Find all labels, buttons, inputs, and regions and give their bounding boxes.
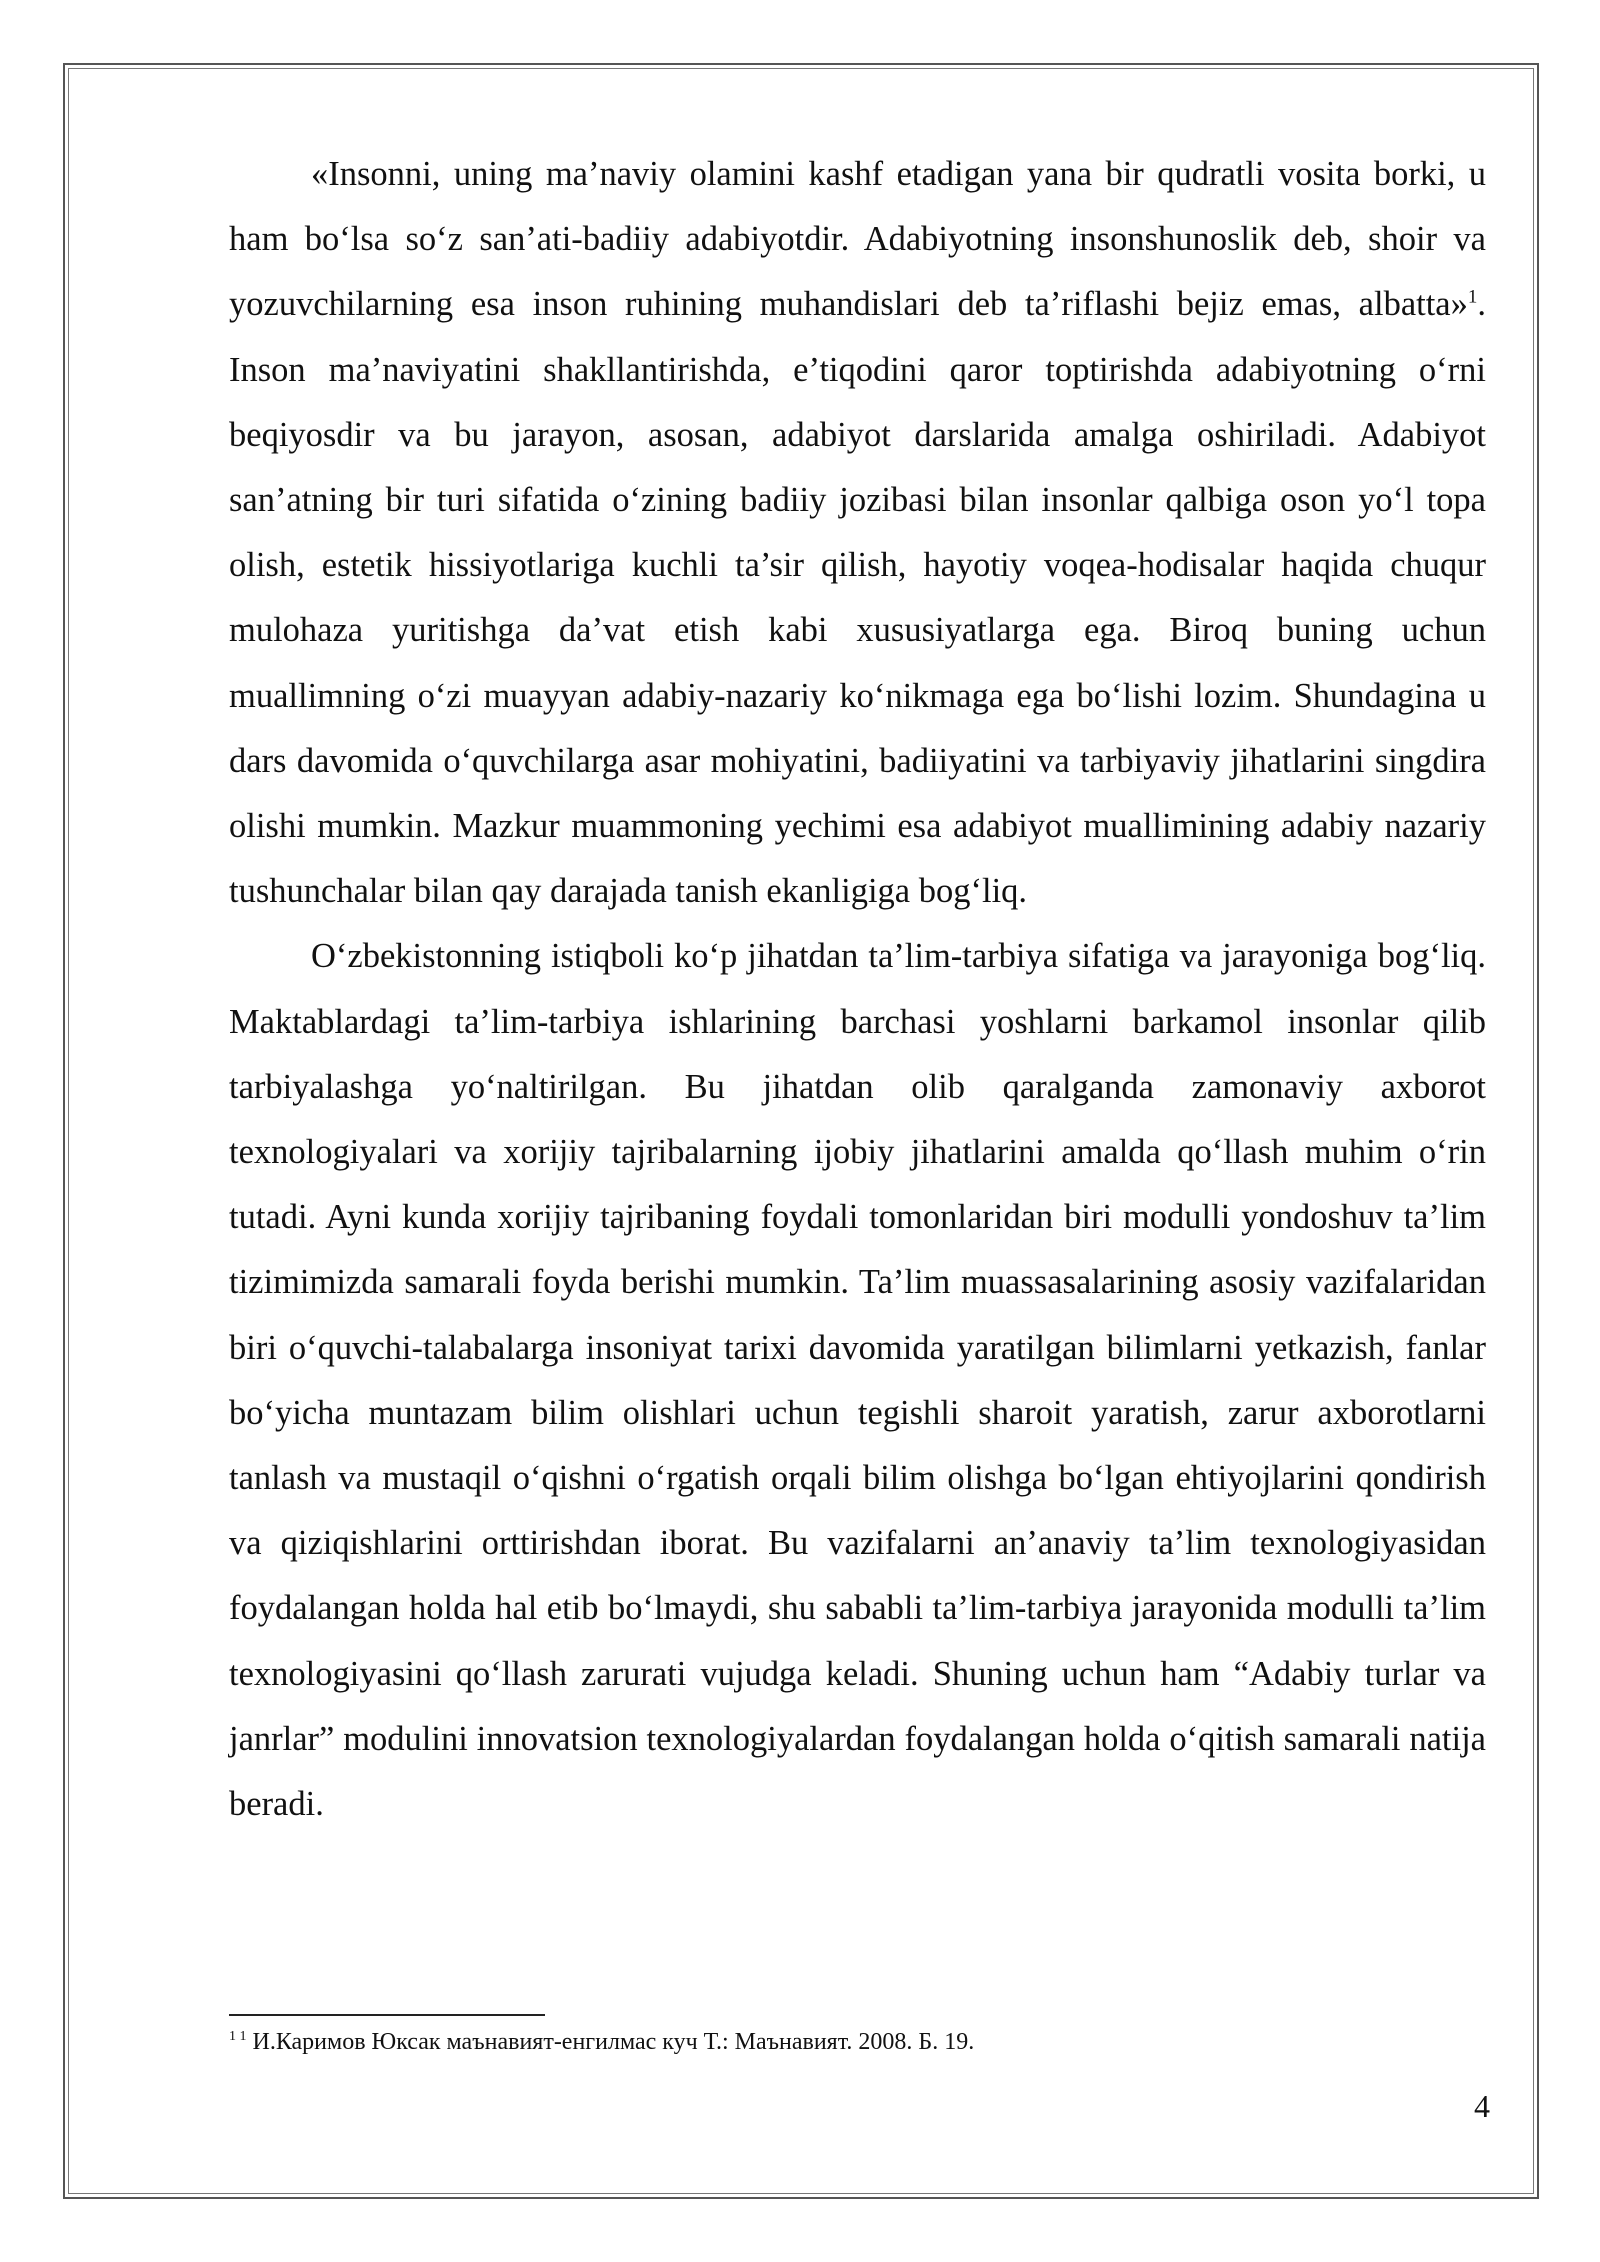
footnote-mark: 1 1 (229, 2029, 247, 2044)
body-text (229, 142, 1486, 1837)
footnote-separator (229, 2014, 545, 2016)
paragraph-2: O‘zbekistonning istiqboli ko‘p jihatdan ta’lim-tarbiya sifatiga va jarayoniga bog‘liq. Maktablardagi ta’lim-tarbiya ishlarining barchasi yoshlarni barkamol insonlar qilib tarbiyalashga yo‘naltirilgan. Bu jihatdan olib qaralganda zamonaviy axborot texnologiyalari va xorijiy tajribalarning ijobiy jihatlarini amalda qo‘llash muhim o‘rin tutadi. Ayni kunda xorijiy tajribaning foydali tomonlaridan biri modulli yondoshuv ta’lim tizimimizda samarali foyda berishi mumkin. Ta’lim muassasalarining asosiy vazifalaridan biri o‘quvchi-talabalarga insoniyat tarixi davomida yaratilgan bilimlarni yetkazish, fanlar bo‘yicha muntazam bilim olishlari uchun tegishli sharoit yaratish, zarur axborotlarni tanlash va mustaqil o‘qishni o‘rgatish orqali bilim olishga bo‘lgan ehtiyojlarini qondirish va qiziqishlarini orttirishdan iborat. Bu vazifalarni an’anaviy ta’lim texnologiyasidan foydalangan holda hal etib bo‘lmaydi, shu sababli ta’lim-tarbiya jarayonida modulli ta’lim texnologiyasini qo‘llash zarurati vujudga keladi. Shuning uchun ham “Adabiy turlar va janrlar” modulini innovatsion texnologiyalardan foydalangan holda o‘qitish samarali natija beradi. (229, 937, 1486, 1824)
paragraph-1 (229, 142, 1486, 924)
footnote (229, 2027, 1486, 2057)
paragraph-1-text: «Insonni, uning ma’naviy olamini kashf etadigan yana bir qudratli vosita borki, u ham bo‘lsa so‘z san’ati-badiiy adabiyotdir. Adabiyotning insonshunoslik deb, shoir va yozuvchilarning esa inson ruhining muhandislari deb ta’riflashi bejiz emas, albatta» (229, 155, 1486, 324)
paragraph-1-text-continued: . Inson ma’naviyatini shakllantirishda, e’tiqodini qaror toptirishda adabiyotning o‘rni beqiyosdir va bu jarayon, asosan, adabiyot darslarida amalga oshiriladi. Adabiyot san’atning bir turi sifatida o‘zining badiiy jozibasi bilan insonlar qalbiga oson yo‘l topa olish, estetik hissiyotlariga kuchli ta’sir qilish, hayotiy voqea-hodisalar haqida chuqur mulohaza yuritishga da’vat etish kabi xususiyatlarga ega. Biroq buning uchun muallimning o‘zi muayyan adabiy-nazariy ko‘nikmaga ega bo‘lishi lozim. Shundagina u dars davomida o‘quvchilarga asar mohiyatini, badiiyatini va tarbiyaviy jihatlarini singdira olishi mumkin. Mazkur muammoning yechimi esa adabiyot muallimining adabiy nazariy tushunchalar bilan qay darajada tanish ekanligiga bog‘liq. (229, 285, 1486, 911)
footnote-text: И.Каримов Юксак маънавият-енгилмас куч Т.: Маънавият. 2008. Б. 19. (246, 2029, 975, 2055)
footnote-reference[interactable]: 1 (1467, 286, 1478, 308)
page-number: 4 (1474, 2088, 1490, 2124)
